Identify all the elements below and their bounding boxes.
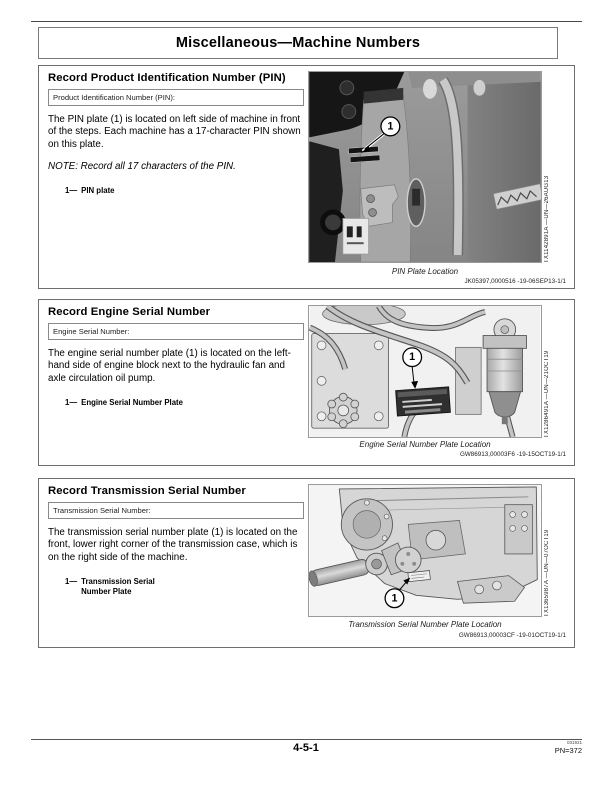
- engine-serial-entry-field[interactable]: [48, 323, 304, 340]
- chapter-title: Miscellaneous—Machine Numbers: [175, 35, 421, 51]
- callout-1-number: 1: [391, 592, 398, 605]
- section-body: The engine serial number plate (1) is located on the left-hand side of engine block next to the hydraulic fan and axle circulation oil pump.: [48, 348, 291, 384]
- figure-caption: Transmission Serial Number Plate Location: [348, 620, 502, 629]
- section-title: Record Transmission Serial Number: [48, 485, 246, 497]
- figure-ref-code: GW86913,00003CF -19-01OCT19-1/1: [458, 632, 566, 639]
- transmission-serial-entry-label: Transmission Serial Number:: [53, 506, 151, 515]
- engine-serial-plate: [396, 387, 451, 416]
- section-note: NOTE: Record all 17 characters of the PIN.: [48, 161, 236, 173]
- print-date-code: 031921: [566, 740, 582, 745]
- callout-1-number: 1: [387, 120, 394, 133]
- transmission-serial-figure-art: [309, 485, 541, 616]
- figure-legend: [65, 398, 304, 408]
- figure-side-code: TX1142891A —UN—26AUG13: [544, 175, 550, 263]
- legend-label: Engine Serial Number Plate: [81, 398, 183, 408]
- engine-serial-figure: [308, 305, 542, 438]
- section-record-engine-serial: [38, 299, 575, 466]
- top-divider: [31, 21, 582, 22]
- page-number: 4-5-1: [293, 742, 319, 754]
- section-title: Record Product Identification Number (PIN): [48, 72, 286, 84]
- figure-ref-code: JK05397,0000516 -19-06SEP13-1/1: [464, 278, 566, 285]
- figure-caption: Engine Serial Number Plate Location: [359, 440, 491, 449]
- legend-number: 1—: [65, 577, 78, 587]
- callout-1-number: 1: [409, 351, 416, 364]
- footer-divider: [31, 739, 582, 740]
- engine-serial-figure-art: [309, 306, 541, 437]
- figure-side-code: TX1365987A —UN—07OCT19: [544, 529, 550, 617]
- legend-number: 1—: [65, 398, 78, 408]
- transmission-serial-figure: [308, 484, 542, 617]
- chapter-header: [38, 27, 558, 59]
- legend-label: Transmission Serial Number Plate: [81, 577, 155, 596]
- pin-plate-photo-art: [309, 72, 541, 262]
- figure-caption: PIN Plate Location: [391, 267, 459, 276]
- figure-side-code: TX1286491A —UN—21OCT19: [544, 350, 550, 438]
- engine-serial-entry-label: Engine Serial Number:: [53, 327, 130, 336]
- transmission-serial-plate: [408, 571, 430, 582]
- pin-entry-label: Product Identification Number (PIN):: [53, 93, 175, 102]
- figure-legend: [65, 186, 304, 196]
- section-record-transmission-serial: [38, 478, 575, 648]
- legend-number: 1—: [65, 186, 78, 196]
- section-body: The PIN plate (1) is located on left side of machine in front of the steps. Each machine has a 17-character PIN shown on this plate.: [48, 114, 301, 150]
- section-body: The transmission serial number plate (1) is located on the front, lower right corner of the transmission case, which is on the right side of the machine.: [48, 527, 298, 563]
- figure-ref-code: GW86913,00003F6 -19-15OCT19-1/1: [459, 451, 566, 458]
- section-title: Record Engine Serial Number: [48, 306, 211, 318]
- transmission-serial-entry-field[interactable]: [48, 502, 304, 519]
- section-record-pin: [38, 65, 575, 289]
- pin-plate-photo: [308, 71, 542, 263]
- pin-entry-field[interactable]: [48, 89, 304, 106]
- part-number: PN=372: [554, 746, 582, 755]
- legend-label: PIN plate: [81, 186, 115, 196]
- figure-legend: [65, 577, 304, 596]
